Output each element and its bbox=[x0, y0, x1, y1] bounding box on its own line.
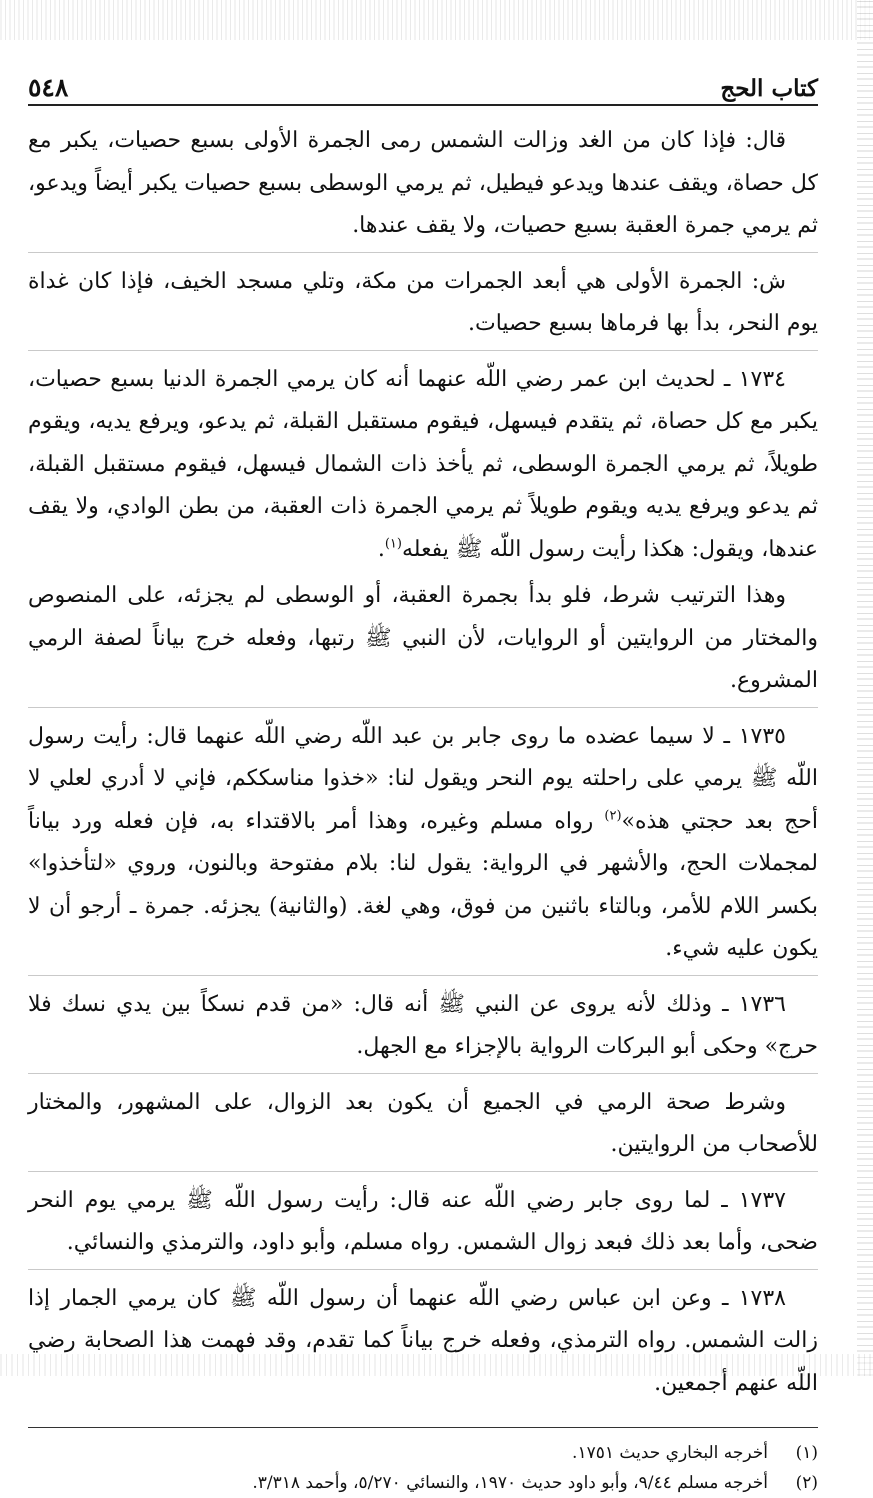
paragraph-text: قال: فإذا كان من الغد وزالت الشمس رمى الجمرة الأولى بسبع حصيات، يكبر مع كل حصاة، ويقف عندها ويدعو فيطيل، ثم يرمي الوسطى بسبع حصيات يكبر أيضاً ويدعو، ثم يرمي جمرة العقبة بسبع حصيات، ولا يقف عندها. bbox=[28, 128, 818, 238]
page-number: ٥٤٨ bbox=[28, 73, 69, 102]
paragraph-text: وشرط صحة الرمي في الجميع أن يكون بعد الزوال، على المشهور، والمختار للأصحاب من الروايتين. bbox=[28, 1089, 818, 1157]
footnote-2 bbox=[28, 1468, 818, 1498]
footnote-text: أخرجه البخاري حديث ١٧٥١. bbox=[572, 1443, 768, 1463]
paragraph-8 bbox=[28, 1180, 818, 1270]
paragraph-2 bbox=[28, 261, 818, 351]
paragraph-text: ١٧٣٤ ـ لحديث ابن عمر رضي اللّه عنهما أنه كان يرمي الجمرة الدنيا بسبع حصيات، يكبر مع كل حصاة، ثم يتقدم فيسهل، فيقوم مستقبل القبلة، ثم يدعو، ويرفع يديه، ويقوم طويلاً، ثم يرمي الجمرة الوسطى، ثم يأخذ ذات الشمال فيسهل، فيقوم مستقبل القبلة، ثم يدعو ويرفع يديه ويقوم طويلاً ثم يرمي الجمرة ذات العقبة، من بطن الوادي، ولا يقف عندها، ويقول: هكذا رأيت رسول اللّه ﷺ يفعله bbox=[28, 366, 818, 562]
paragraph-4 bbox=[28, 575, 818, 708]
paragraph-3 bbox=[28, 359, 818, 576]
paragraph-text: وهذا الترتيب شرط، فلو بدأ بجمرة العقبة، أو الوسطى لم يجزئه، على المنصوص والمختار من الروايتين أو الروايات، لأن النبي ﷺ رتبها، وفعله خرج بياناً لصفة الرمي المشروع. bbox=[28, 583, 818, 693]
paragraph-text: ١٧٣٨ ـ وعن ابن عباس رضي اللّه عنهما أن رسول اللّه ﷺ كان يرمي الجمار إذا زالت الشمس. رواه الترمذي، وفعله خرج بياناً كما تقدم، وقد فهمت هذا الصحابة رضي اللّه عنهم أجمعين. bbox=[28, 1285, 818, 1396]
book-page bbox=[28, 62, 818, 1498]
paragraph-text: ١٧٣٧ ـ لما روى جابر رضي اللّه عنه قال: رأيت رسول اللّه ﷺ يرمي يوم النحر ضحى، وأما بعد ذلك فبعد زوال الشمس. رواه مسلم، وأبو داود، والترمذي والنسائي. bbox=[28, 1187, 818, 1255]
footnote-text: أخرجه مسلم ٩/٤٤، وأبو داود حديث ١٩٧٠، والنسائي ٥/٢٧٠، وأحمد ٣/٣١٨. bbox=[252, 1473, 768, 1493]
paragraph-9 bbox=[28, 1278, 818, 1410]
scan-edge-top bbox=[0, 0, 873, 40]
running-head bbox=[28, 62, 818, 106]
footnotes bbox=[28, 1427, 818, 1498]
paragraph-1 bbox=[28, 120, 818, 253]
paragraph-tail: . bbox=[377, 536, 385, 562]
paragraph-text: ١٧٣٦ ـ وذلك لأنه يروى عن النبي ﷺ أنه قال: «من قدم نسكاً بين يدي نسك فلا حرج» وحكى أبو البركات الرواية بالإجزاء مع الجهل. bbox=[28, 991, 818, 1059]
paragraph-text: ش: الجمرة الأولى هي أبعد الجمرات من مكة، وتلي مسجد الخيف، فإذا كان غداة يوم النحر، بدأ بها فرماها بسبع حصيات. bbox=[28, 268, 818, 336]
book-title: كتاب الحج bbox=[720, 75, 818, 102]
paragraph-6 bbox=[28, 984, 818, 1074]
footnote-marker-1: (١) bbox=[384, 536, 402, 552]
footnote-marker-2: (٢) bbox=[604, 808, 622, 824]
paragraph-5 bbox=[28, 716, 818, 976]
paragraph-text: ١٧٣٥ ـ لا سيما عضده ما روى جابر بن عبد اللّه رضي اللّه عنهما قال: رأيت رسول اللّه ﷺ يرمي على راحلته يوم النحر ويقول لنا: «خذوا مناسككم، فإني لا أدري لعلي لا أحج بعد حجتي هذه» bbox=[28, 723, 818, 834]
paragraph-tail: رواه مسلم وغيره، وهذا أمر بالاقتداء به، فإن فعله ورد بياناً لمجملات الحج، والأشهر في الرواية: يقول لنا: بلام مفتوحة وبالنون، وروي «لتأخذوا» بكسر اللام للأمر، وبالتاء باثنين من فوق، وهي لغة. (والثانية) يجزئه. جمرة ـ أرجو أن لا يكون عليه شيء. bbox=[28, 808, 818, 961]
footnote-1 bbox=[28, 1438, 818, 1468]
footnote-number: (٢) bbox=[795, 1473, 818, 1493]
body-text bbox=[28, 120, 818, 1409]
footnote-number: (١) bbox=[795, 1443, 818, 1463]
paragraph-7 bbox=[28, 1082, 818, 1172]
scan-edge-right bbox=[857, 0, 873, 1376]
